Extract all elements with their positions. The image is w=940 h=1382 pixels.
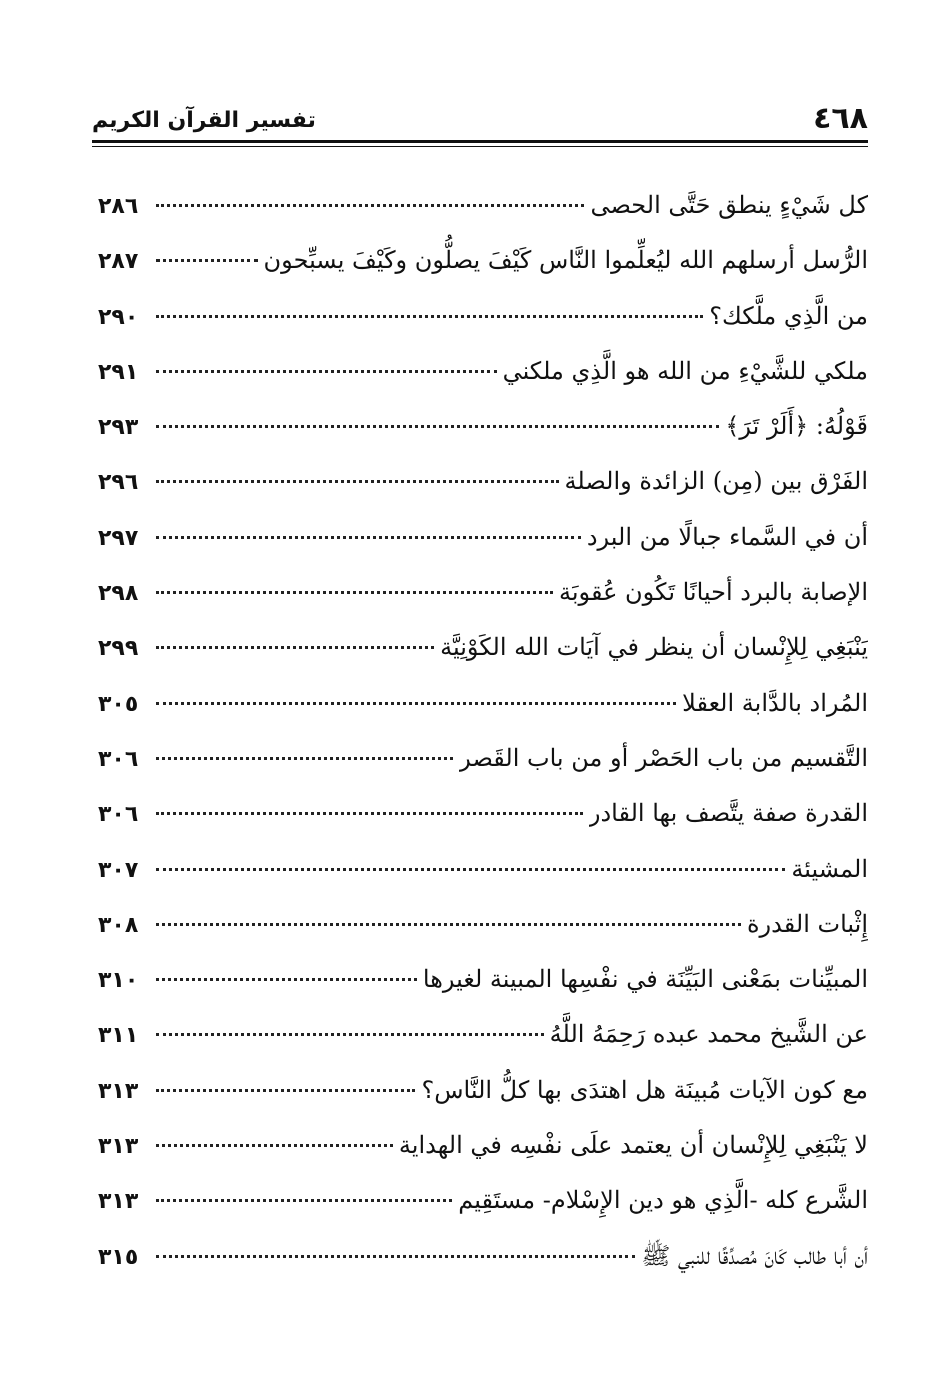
toc-entry xyxy=(98,454,868,509)
toc-entry xyxy=(98,1007,868,1062)
toc-entry-page: ٣٠٦ xyxy=(98,802,139,828)
toc-entry xyxy=(98,676,868,731)
toc-entry-page: ٢٩٩ xyxy=(98,636,139,662)
toc-entry xyxy=(98,1063,868,1118)
toc-entry xyxy=(98,1229,868,1284)
running-header xyxy=(92,96,868,140)
toc-entry xyxy=(98,620,868,675)
toc-entry-page: ٢٩٣ xyxy=(98,415,139,441)
toc-entry-page: ٣٠٦ xyxy=(98,746,139,772)
dot-leader xyxy=(156,1089,415,1092)
toc-entry xyxy=(98,178,868,233)
toc-entry xyxy=(98,786,868,841)
toc-entry-title: المبيِّنات بمَعْنى البَيِّنَة في نفْسِها المبينة لغيرها xyxy=(422,965,868,994)
dot-leader xyxy=(156,702,676,705)
dot-leader xyxy=(156,923,741,926)
dot-leader xyxy=(156,536,581,539)
toc-entry-title: الشَّرع كله -الَّذِي هو دين الإِسْلام- مستَقِيم xyxy=(458,1186,868,1215)
toc-entry-title: التَّقسيم من باب الحَصْر أو من باب القَصر xyxy=(459,743,868,772)
toc-entry-page: ٢٨٧ xyxy=(98,249,139,275)
toc-entry-title: المشيئة xyxy=(791,854,868,883)
toc-entry-title: يَنْبَغِي لِلإِنْسان أن ينظر في آيَات الله الكَوْنِيَّة xyxy=(440,633,868,662)
toc-entry-page: ٣٠٧ xyxy=(98,857,139,883)
toc-entry-title: الرُّسل أرسلهم الله ليُعلِّموا النَّاس كَيْفَ يصلُّون وكَيْفَ يسبِّحون xyxy=(263,246,868,275)
toc-entry-title: أن أبا طالب كَانَ مُصدِّقًا للنبي ﷺ xyxy=(641,1241,868,1270)
toc-entry-title: الإصابة بالبرد أحيانًا تَكُون عُقوبَة xyxy=(559,578,868,607)
toc-entry-title: أن في السَّماء جبالًا من البرد xyxy=(586,522,868,551)
table-of-contents xyxy=(98,178,868,1284)
toc-entry-page: ٣١٥ xyxy=(98,1244,139,1270)
toc-entry xyxy=(98,1118,868,1173)
dot-leader xyxy=(156,370,497,373)
toc-entry-page: ٢٩١ xyxy=(98,359,139,385)
dot-leader xyxy=(156,1199,452,1202)
header-rule-thin xyxy=(92,146,868,147)
toc-entry-page: ٣١٣ xyxy=(98,1134,139,1160)
dot-leader xyxy=(156,591,553,594)
toc-entry-page: ٣١٣ xyxy=(98,1189,139,1215)
dot-leader xyxy=(156,646,434,649)
toc-entry-page: ٣١١ xyxy=(98,1023,139,1049)
toc-entry xyxy=(98,897,868,952)
toc-entry-page: ٢٩٦ xyxy=(98,470,139,496)
toc-entry xyxy=(98,952,868,1007)
toc-entry xyxy=(98,510,868,565)
toc-entry-title: ملكي للشَّيْءِ من الله هو الَّذِي ملكني xyxy=(502,356,868,385)
toc-entry-page: ٣١٠ xyxy=(98,968,139,994)
toc-entry-page: ٣٠٥ xyxy=(98,691,139,717)
toc-entry-title: من الَّذِي ملَّكك؟ xyxy=(709,301,868,330)
page-number: ٤٦٨ xyxy=(813,101,868,136)
header-rule xyxy=(92,140,868,143)
toc-entry xyxy=(98,399,868,454)
toc-entry-page: ٣٠٨ xyxy=(98,912,139,938)
dot-leader xyxy=(156,868,785,871)
toc-entry xyxy=(98,731,868,786)
toc-entry xyxy=(98,289,868,344)
toc-entry xyxy=(98,233,868,288)
toc-entry-title: لا يَنْبَغِي لِلإِنْسان أن يعتمد علَى نفْسِه في الهداية xyxy=(398,1131,868,1160)
toc-entry-page: ٢٩٨ xyxy=(98,581,139,607)
dot-leader xyxy=(156,1033,544,1036)
dot-leader xyxy=(156,425,719,428)
dot-leader xyxy=(156,812,583,815)
dot-leader xyxy=(156,1144,393,1147)
dot-leader xyxy=(156,259,258,262)
toc-entry-title: عن الشَّيخ محمد عبده رَحِمَهُ اللَّهُ xyxy=(549,1020,868,1049)
toc-entry-title: كل شَيْءٍ ينطق حَتَّى الحصى xyxy=(590,191,868,219)
toc-entry xyxy=(98,344,868,399)
dot-leader xyxy=(156,204,584,207)
dot-leader xyxy=(156,978,417,981)
toc-entry-page: ٢٨٦ xyxy=(98,194,139,219)
dot-leader xyxy=(156,480,559,483)
toc-entry-title: المُراد بالدَّابة العقلا xyxy=(682,688,868,717)
dot-leader xyxy=(156,1255,635,1258)
dot-leader xyxy=(156,757,453,760)
toc-entry-page: ٢٩٧ xyxy=(98,525,139,551)
dot-leader xyxy=(156,315,703,318)
toc-entry-page: ٣١٣ xyxy=(98,1078,139,1104)
toc-entry xyxy=(98,565,868,620)
toc-entry xyxy=(98,842,868,897)
toc-entry-title: قَوْلُهُ: ﴿أَلَرْ تَرَ﴾ xyxy=(725,412,868,441)
toc-entry-title: القدرة صفة يتَّصف بها القادر xyxy=(588,799,868,828)
toc-entry-page: ٢٩٠ xyxy=(98,304,139,330)
toc-entry-title: الفَرْق بين (مِن) الزائدة والصلة xyxy=(564,467,868,496)
toc-entry-title: إِثْبات القدرة xyxy=(746,909,868,938)
book-title: تفسير القرآن الكريم xyxy=(92,108,316,133)
toc-entry-title: مع كون الآيات مُبينَة هل اهتدَى بها كلُّ النَّاس؟ xyxy=(421,1075,868,1104)
toc-entry xyxy=(98,1173,868,1228)
